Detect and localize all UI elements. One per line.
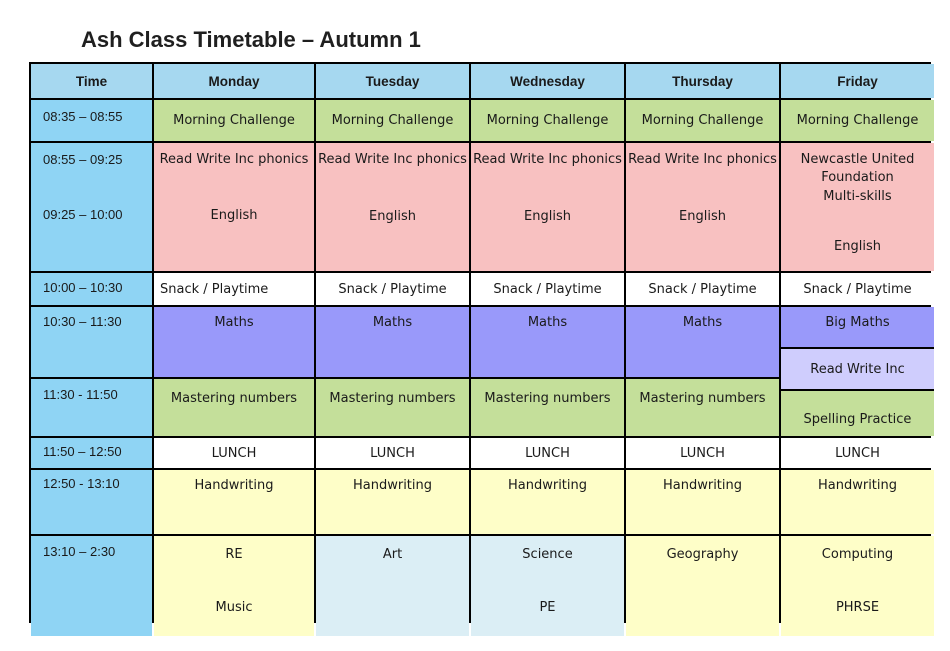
monday-lunch: LUNCH [154, 438, 314, 468]
friday-spelling-practice: Spelling Practice [781, 391, 934, 436]
thursday-lunch: LUNCH [626, 438, 779, 468]
friday-read-write-inc: Read Write Inc [781, 349, 934, 389]
lesson-label: Computing [821, 547, 894, 562]
time-label: 08:35 – 08:55 [43, 109, 123, 124]
tuesday-handwriting: Handwriting [316, 470, 469, 534]
thursday-snack: Snack / Playtime [626, 273, 779, 305]
lesson-label: PHRSE [835, 600, 880, 615]
thursday-literacy [626, 143, 779, 271]
lesson-label: English [210, 208, 258, 223]
friday-morning-challenge: Morning Challenge [781, 100, 934, 141]
wednesday-literacy [471, 143, 624, 271]
monday-afternoon [154, 536, 314, 636]
header-friday: Friday [781, 64, 934, 98]
time-label: 11:50 – 12:50 [43, 444, 122, 459]
monday-snack: Snack / Playtime [154, 273, 314, 305]
time-label: 11:30 - 11:50 [43, 387, 118, 402]
friday-literacy [781, 143, 934, 271]
lesson-label: RE [225, 547, 243, 562]
thursday-maths: Maths [626, 307, 779, 377]
friday-big-maths: Big Maths [781, 307, 934, 347]
header-monday: Monday [154, 64, 314, 98]
time-label: 08:55 – 09:25 [43, 152, 123, 167]
time-slot-5 [31, 379, 152, 436]
timetable-grid [29, 62, 931, 623]
tuesday-morning-challenge: Morning Challenge [316, 100, 469, 141]
friday-snack: Snack / Playtime [781, 273, 934, 305]
wednesday-afternoon [471, 536, 624, 636]
time-slot-2 [31, 143, 152, 271]
lesson-label: Read Write Inc phonics [473, 152, 622, 167]
tuesday-mastering-numbers: Mastering numbers [316, 379, 469, 436]
lesson-label: English [679, 209, 726, 224]
header-thursday: Thursday [626, 64, 779, 98]
tuesday-lunch: LUNCH [316, 438, 469, 468]
time-label: 10:00 – 10:30 [43, 280, 123, 295]
time-slot-4 [31, 307, 152, 377]
friday-handwriting: Handwriting [781, 470, 934, 534]
friday-lunch: LUNCH [781, 438, 934, 468]
time-slot-3 [31, 273, 152, 305]
wednesday-maths: Maths [471, 307, 624, 377]
wednesday-mastering-numbers: Mastering numbers [471, 379, 624, 436]
lesson-label: English [524, 209, 571, 224]
lesson-label: Read Write Inc phonics [159, 152, 309, 167]
wednesday-snack: Snack / Playtime [471, 273, 624, 305]
time-slot-7 [31, 470, 152, 534]
header-time: Time [31, 64, 152, 98]
lesson-label: Science [522, 547, 573, 562]
time-label: 13:10 – 2:30 [43, 544, 116, 559]
time-label: 09:25 – 10:00 [43, 207, 123, 222]
header-wednesday: Wednesday [471, 64, 624, 98]
lesson-label: Art [382, 547, 403, 562]
monday-literacy [154, 143, 314, 271]
lesson-label: English [369, 209, 416, 224]
monday-maths: Maths [154, 307, 314, 377]
lesson-label: Foundation [821, 170, 894, 185]
lesson-label: Multi-skills [823, 189, 892, 204]
lesson-label: Read Write Inc phonics [628, 152, 777, 167]
lesson-label: PE [539, 600, 556, 615]
time-slot-1 [31, 100, 152, 141]
tuesday-snack: Snack / Playtime [316, 273, 469, 305]
lesson-label: Music [215, 600, 253, 615]
monday-mastering-numbers: Mastering numbers [154, 379, 314, 436]
lesson-label: Read Write Inc phonics [318, 152, 467, 167]
friday-maths-block [781, 307, 934, 436]
thursday-handwriting: Handwriting [626, 470, 779, 534]
tuesday-maths: Maths [316, 307, 469, 377]
lesson-label: English [834, 239, 881, 254]
thursday-afternoon [626, 536, 779, 636]
monday-handwriting: Handwriting [154, 470, 314, 534]
tuesday-afternoon [316, 536, 469, 636]
thursday-mastering-numbers: Mastering numbers [626, 379, 779, 436]
monday-morning-challenge: Morning Challenge [154, 100, 314, 141]
time-slot-6 [31, 438, 152, 468]
wednesday-lunch: LUNCH [471, 438, 624, 468]
thursday-morning-challenge: Morning Challenge [626, 100, 779, 141]
tuesday-literacy [316, 143, 469, 271]
wednesday-handwriting: Handwriting [471, 470, 624, 534]
time-slot-8 [31, 536, 152, 636]
time-label: 12:50 - 13:10 [43, 476, 120, 491]
friday-afternoon [781, 536, 934, 636]
page-title: Ash Class Timetable – Autumn 1 [81, 27, 421, 52]
header-tuesday: Tuesday [316, 64, 469, 98]
time-label: 10:30 – 11:30 [43, 314, 122, 329]
lesson-label: Newcastle United [800, 152, 915, 167]
wednesday-morning-challenge: Morning Challenge [471, 100, 624, 141]
lesson-label: Geography [666, 547, 739, 562]
